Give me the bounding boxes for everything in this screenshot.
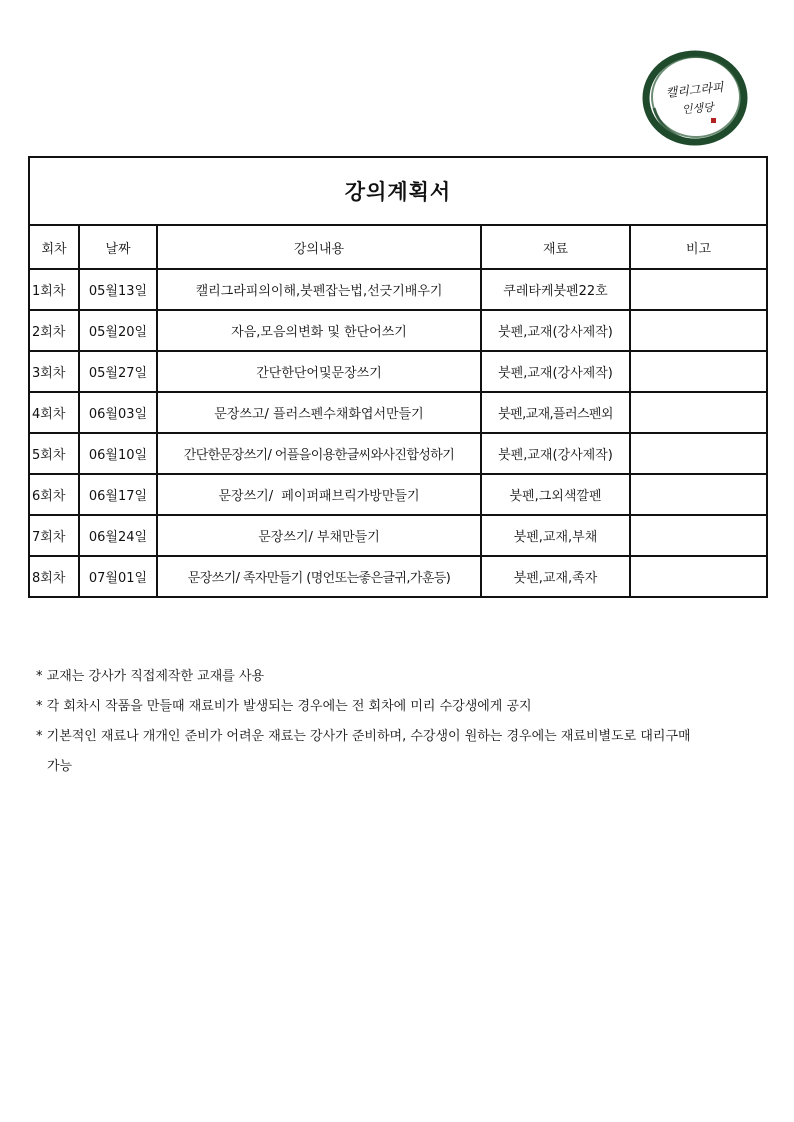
date-cell: 07월01일 — [79, 556, 157, 597]
note-continuation: 가능 — [47, 759, 73, 774]
session-cell: 2회차 — [29, 310, 79, 351]
note-cell — [630, 474, 767, 515]
date-cell: 05월27일 — [79, 351, 157, 392]
date-cell: 06월10일 — [79, 433, 157, 474]
note-item: * 기본적인 재료나 개개인 준비가 어려운 재료는 강사가 준비하며, 수강생이 원하는 경우에는 재료비별도로 대리구매 — [36, 729, 691, 744]
note-item: * 교재는 강사가 직접제작한 교재를 사용 — [36, 669, 265, 684]
lecture-plan-table — [28, 156, 768, 598]
material-cell: 쿠레타케붓펜22호 — [481, 269, 630, 310]
table-row — [29, 269, 767, 310]
table-row — [29, 433, 767, 474]
header-material: 재료 — [481, 225, 630, 269]
table-row — [29, 474, 767, 515]
logo-line-1: 캘리그라피 — [665, 80, 725, 101]
content-cell: 문장쓰기/ 부채만들기 — [157, 515, 481, 556]
session-cell: 3회차 — [29, 351, 79, 392]
note-cell — [630, 433, 767, 474]
content-cell: 문장쓰기/ 페이퍼패브릭가방만들기 — [157, 474, 481, 515]
header-row — [29, 225, 767, 269]
note-cell — [630, 392, 767, 433]
table-row — [29, 515, 767, 556]
note-cell — [630, 310, 767, 351]
page-title: 강의계획서 — [29, 157, 767, 225]
content-cell: 간단한단어및문장쓰기 — [157, 351, 481, 392]
header-session: 회차 — [29, 225, 79, 269]
seal-stamp — [711, 118, 716, 123]
table-row — [29, 556, 767, 597]
table-row — [29, 310, 767, 351]
material-cell: 붓펜,교재,부채 — [481, 515, 630, 556]
session-cell: 5회차 — [29, 433, 79, 474]
note-cell — [630, 556, 767, 597]
date-cell: 06월24일 — [79, 515, 157, 556]
content-cell: 문장쓰고/ 플러스펜수채화엽서만들기 — [157, 392, 481, 433]
session-cell: 7회차 — [29, 515, 79, 556]
date-cell: 06월17일 — [79, 474, 157, 515]
date-cell: 06월03일 — [79, 392, 157, 433]
material-cell: 붓펜,교재(강사제작) — [481, 433, 630, 474]
note-item: * 각 회차시 작품을 만들때 재료비가 발생되는 경우에는 전 회차에 미리 수강생에게 공지 — [36, 699, 532, 714]
date-cell: 05월20일 — [79, 310, 157, 351]
notes-section — [36, 662, 756, 782]
content-cell: 캘리그라피의이해,붓펜잡는법,선긋기배우기 — [157, 269, 481, 310]
header-date: 날짜 — [79, 225, 157, 269]
note-cell — [630, 351, 767, 392]
content-cell: 자음,모음의변화 및 한단어쓰기 — [157, 310, 481, 351]
date-cell: 05월13일 — [79, 269, 157, 310]
content-cell: 문장쓰기/ 족자만들기 (명언또는좋은글귀,가훈등) — [157, 556, 481, 597]
material-cell: 붓펜,교재(강사제작) — [481, 351, 630, 392]
table-row — [29, 351, 767, 392]
session-cell: 1회차 — [29, 269, 79, 310]
table-row — [29, 392, 767, 433]
material-cell: 붓펜,교재(강사제작) — [481, 310, 630, 351]
brand-logo — [640, 48, 750, 148]
header-note: 비고 — [630, 225, 767, 269]
note-cell — [630, 515, 767, 556]
note-cell — [630, 269, 767, 310]
session-cell: 4회차 — [29, 392, 79, 433]
ink-ring-icon — [640, 48, 750, 148]
header-content: 강의내용 — [157, 225, 481, 269]
material-cell: 붓펜,교재,족자 — [481, 556, 630, 597]
content-cell: 간단한문장쓰기/ 어플을이용한글씨와사진합성하기 — [157, 433, 481, 474]
material-cell: 붓펜,그외색깔펜 — [481, 474, 630, 515]
logo-line-2: 인생당 — [681, 100, 715, 117]
session-cell: 8회차 — [29, 556, 79, 597]
session-cell: 6회차 — [29, 474, 79, 515]
material-cell: 붓펜,교재,플러스펜외 — [481, 392, 630, 433]
